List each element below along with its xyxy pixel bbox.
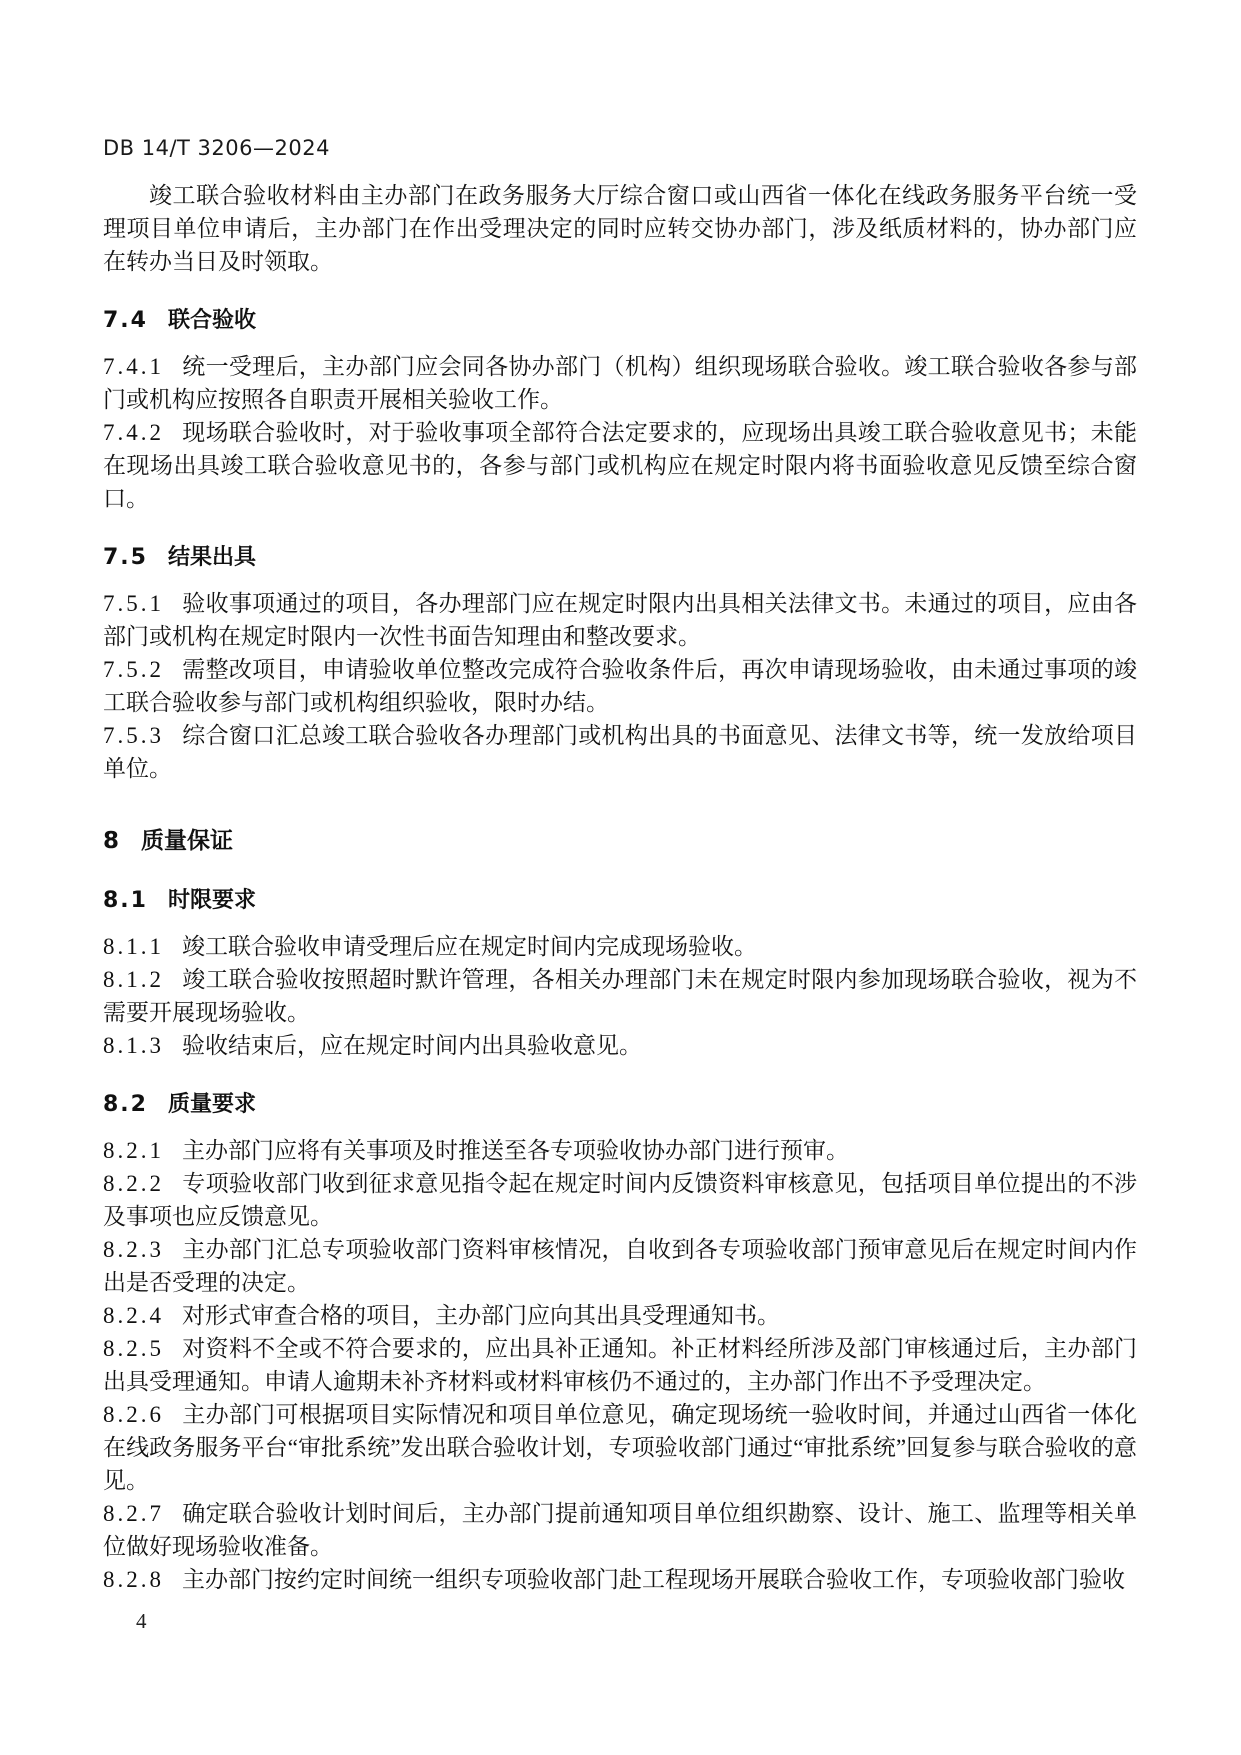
paragraph-text: 竣工联合验收材料由主办部门在政务服务大厅综合窗口或山西省一体化在线政务服务平台统一受理项目单位申请后，主办部门在作出受理决定的同时应转交协办部门，涉及纸质材料的，协办部门应在转办当日及时领取。 [103,183,1137,274]
section-title: 联合验收 [167,308,256,333]
clause-number: 8.2.6 [103,1402,164,1427]
chapter-heading-8 [103,825,1137,858]
clause-text: 需整改项目，申请验收单位整改完成符合验收条件后，再次申请现场验收，由未通过事项的竣工联合验收参与部门或机构组织验收，限时办结。 [103,657,1137,715]
clause-8-2-3 [103,1233,1137,1299]
clause-number: 7.4.1 [103,354,164,379]
section-heading-7-4 [103,304,1137,337]
section-number: 7.4 [103,308,148,333]
clause-number: 7.5.3 [103,723,164,748]
section-title: 时限要求 [167,888,256,913]
clause-text: 主办部门应将有关事项及时推送至各专项验收协办部门进行预审。 [182,1138,849,1163]
section-number: 7.5 [103,545,148,570]
clause-7-4-2 [103,416,1137,515]
doc-code-header: DB 14/T 3206—2024 [103,136,330,160]
clause-number: 8.2.5 [103,1336,164,1361]
clause-8-2-7 [103,1497,1137,1563]
clause-8-2-4 [103,1299,1137,1332]
clause-number: 8.2.3 [103,1237,164,1262]
clause-text: 主办部门按约定时间统一组织专项验收部门赴工程现场开展联合验收工作，专项验收部门验收 [182,1567,1125,1592]
clause-text: 主办部门汇总专项验收部门资料审核情况，自收到各专项验收部门预审意见后在规定时间内作出是否受理的决定。 [103,1237,1137,1295]
clause-text: 统一受理后，主办部门应会同各协办部门（机构）组织现场联合验收。竣工联合验收各参与部门或机构应按照各自职责开展相关验收工作。 [103,354,1137,412]
clause-8-1-3 [103,1029,1137,1062]
clause-text: 专项验收部门收到征求意见指令起在规定时间内反馈资料审核意见，包括项目单位提出的不涉及事项也应反馈意见。 [103,1171,1137,1229]
clause-number: 8.1.3 [103,1033,164,1058]
clause-number: 7.5.1 [103,591,164,616]
clause-text: 竣工联合验收申请受理后应在规定时间内完成现场验收。 [182,934,757,959]
clause-text: 对形式审查合格的项目，主办部门应向其出具受理通知书。 [182,1303,780,1328]
page-number: 4 [136,1609,147,1633]
clause-text: 主办部门可根据项目实际情况和项目单位意见，确定现场统一验收时间，并通过山西省一体化在线政务服务平台“审批系统”发出联合验收计划，专项验收部门通过“审批系统”回复参与联合验收的意见。 [103,1402,1137,1493]
section-heading-8-1 [103,884,1137,917]
section-title: 结果出具 [167,545,256,570]
clause-text: 验收结束后，应在规定时间内出具验收意见。 [182,1033,642,1058]
clause-7-5-3 [103,719,1137,785]
clause-7-4-1 [103,350,1137,416]
clause-7-5-1 [103,587,1137,653]
clause-text: 现场联合验收时，对于验收事项全部符合法定要求的，应现场出具竣工联合验收意见书；未能在现场出具竣工联合验收意见书的，各参与部门或机构应在规定时限内将书面验收意见反馈至综合窗口。 [103,420,1137,511]
clause-8-2-5 [103,1332,1137,1398]
paragraph [103,179,1137,278]
clause-number: 8.2.7 [103,1501,164,1526]
chapter-number: 8 [103,828,122,854]
section-title: 质量要求 [167,1092,256,1117]
clause-text: 验收事项通过的项目，各办理部门应在规定时限内出具相关法律文书。未通过的项目，应由各部门或机构在规定时限内一次性书面告知理由和整改要求。 [103,591,1137,649]
clause-8-2-2 [103,1167,1137,1233]
clause-text: 竣工联合验收按照超时默许管理，各相关办理部门未在规定时限内参加现场联合验收，视为不需要开展现场验收。 [103,967,1137,1025]
clause-text: 对资料不全或不符合要求的，应出具补正通知。补正材料经所涉及部门审核通过后，主办部门出具受理通知。申请人逾期未补齐材料或材料审核仍不通过的，主办部门作出不予受理决定。 [103,1336,1137,1394]
clause-number: 7.4.2 [103,420,164,445]
clause-text: 确定联合验收计划时间后，主办部门提前通知项目单位组织勘察、设计、施工、监理等相关单位做好现场验收准备。 [103,1501,1137,1559]
clause-8-2-1 [103,1134,1137,1167]
clause-text: 综合窗口汇总竣工联合验收各办理部门或机构出具的书面意见、法律文书等，统一发放给项目单位。 [103,723,1137,781]
section-number: 8.1 [103,888,148,913]
clause-7-5-2 [103,653,1137,719]
clause-number: 7.5.2 [103,657,164,682]
clause-8-1-2 [103,963,1137,1029]
chapter-title: 质量保证 [141,828,234,854]
section-number: 8.2 [103,1092,148,1117]
clause-8-1-1 [103,930,1137,963]
clause-number: 8.2.1 [103,1138,164,1163]
clause-8-2-6 [103,1398,1137,1497]
section-heading-8-2 [103,1088,1137,1121]
clause-number: 8.2.8 [103,1567,164,1592]
clause-8-2-8 [103,1563,1137,1596]
clause-number: 8.2.4 [103,1303,164,1328]
section-heading-7-5 [103,541,1137,574]
clause-number: 8.2.2 [103,1171,164,1196]
clause-number: 8.1.2 [103,967,164,992]
clause-number: 8.1.1 [103,934,164,959]
